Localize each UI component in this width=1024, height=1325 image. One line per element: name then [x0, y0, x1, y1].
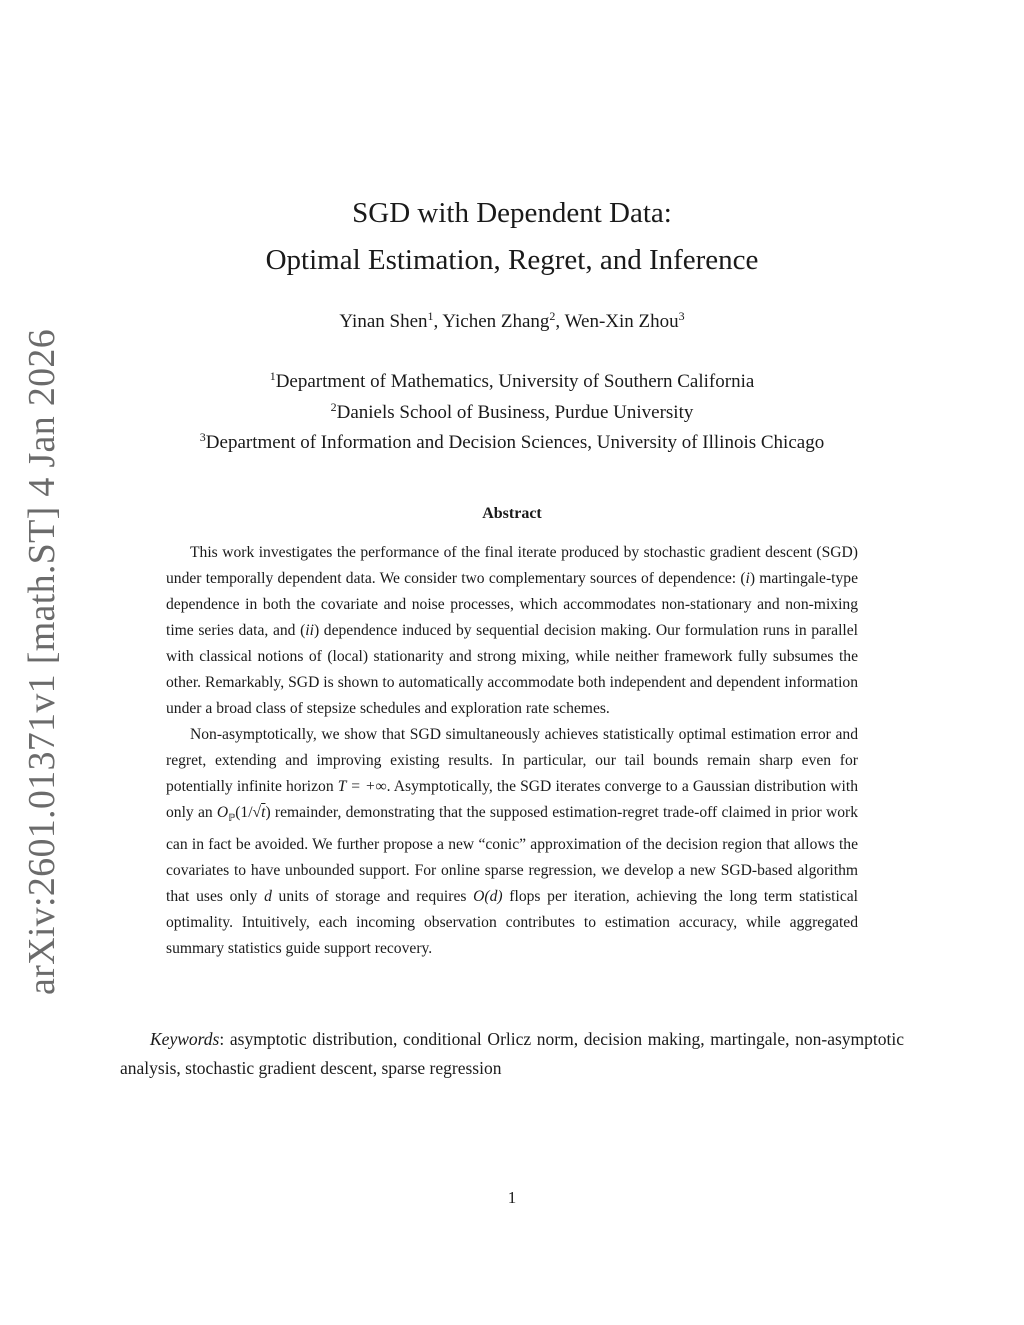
- affiliation: [0, 402, 1024, 424]
- math-order-d: O(d): [473, 888, 503, 906]
- abstract-text: Non-asymptotically, we show that SGD simultaneously achieves statistically optimal estimation error and regret, extending and improving existing results. In particular, our tail bounds remain sharp even for potentially infinite horizon: [166, 726, 858, 795]
- keywords: [120, 1025, 904, 1083]
- abstract-text: ) dependence induced by sequential decision making. Our formulation runs in parallel with classical notions of (local) stationarity and strong mixing, while neither framework fully subsumes the other. Remarkably, SGD is shown to automatically accommodate both independent and dependent information under a broad class of stepsize schedules and exploration rate schemes.: [166, 622, 858, 717]
- affiliation-mark: 3: [199, 430, 206, 444]
- author-affil-mark: 2: [549, 309, 556, 323]
- affiliation-text: Department of Mathematics, University of Southern California: [275, 371, 755, 392]
- abstract-body: [166, 540, 858, 962]
- affiliation-mark: 1: [269, 369, 276, 383]
- abstract-text: ) martingale-type dependence in both the covariate and noise processes, which accommodates non-stationary and non-mixing time series data, and (: [166, 570, 858, 639]
- abstract-paragraph-1: [166, 540, 858, 722]
- keywords-text: : asymptotic distribution, conditional Orlicz norm, decision making, martingale, non-asymptotic analysis, stochastic gradient descent, sparse regression: [120, 1029, 904, 1078]
- abstract-text: . Asymptotically, the SGD iterates converge to a Gaussian distribution with only an: [166, 778, 858, 821]
- paper-title-line-1: SGD with Dependent Data:: [352, 197, 672, 229]
- math-rate-open: (1/√: [235, 804, 262, 821]
- author-affil-mark: 3: [678, 309, 685, 323]
- affiliation-mark: 2: [330, 400, 337, 414]
- author-name: Yinan Shen: [339, 311, 428, 332]
- affiliation-text: Daniels School of Business, Purdue University: [336, 402, 694, 423]
- abstract-text: flops per iteration, achieving the long term statistical optimality. Intuitively, each incoming observation contributes to estimation accuracy, while aggregated summary statistics guide support recovery.: [166, 888, 858, 958]
- abstract-text: remainder, demonstrating that the supposed estimation-regret trade-off claimed in prior work can in fact be avoided. We further propose a new “conic” approximation of the decision region that allows the covariates to have unbounded support. For online sparse regression, we develop a new SGD-based algorithm that uses only: [166, 804, 858, 906]
- math-horizon: T = +∞: [337, 778, 387, 795]
- math-d: d: [264, 888, 272, 906]
- author-name: Wen-Xin Zhou: [564, 311, 679, 332]
- abstract-heading: Abstract: [482, 505, 542, 522]
- math-i: i: [745, 570, 750, 587]
- abstract-text: units of storage and requires: [271, 888, 474, 906]
- author-list: Yinan Shen$^1$, Yichen Zhang$^2$, Wen-Xin Zhou$^3$: [339, 309, 685, 332]
- affiliation: [0, 371, 1024, 393]
- math-rate-sub: ℙ: [228, 813, 236, 825]
- math-ii: ii: [305, 622, 314, 639]
- keywords-label: Keywords: [150, 1029, 220, 1049]
- author-name: Yichen Zhang: [442, 311, 550, 332]
- affiliation-text: Department of Information and Decision Sciences, University of Illinois Chicago: [205, 432, 825, 453]
- paper-title-line-2: Optimal Estimation, Regret, and Inference: [265, 244, 759, 276]
- abstract-text: This work investigates the performance of the final iterate produced by stochastic gradient descent (SGD) under temporally dependent data. We consider two complementary sources of dependence: (: [166, 544, 858, 587]
- math-rate: [216, 804, 271, 825]
- abstract-paragraph-2: [166, 722, 858, 962]
- math-rate-close: ): [265, 804, 271, 821]
- math-rate-t: t: [261, 804, 266, 821]
- author-affil-mark: 1: [427, 309, 434, 323]
- affiliation: [0, 432, 1024, 454]
- arxiv-stamp-text: arXiv:2601.01371v1 [math.ST] 4 Jan 2026: [21, 328, 64, 996]
- math-rate-O: O: [216, 804, 229, 821]
- page-number: 1: [507, 1188, 517, 1207]
